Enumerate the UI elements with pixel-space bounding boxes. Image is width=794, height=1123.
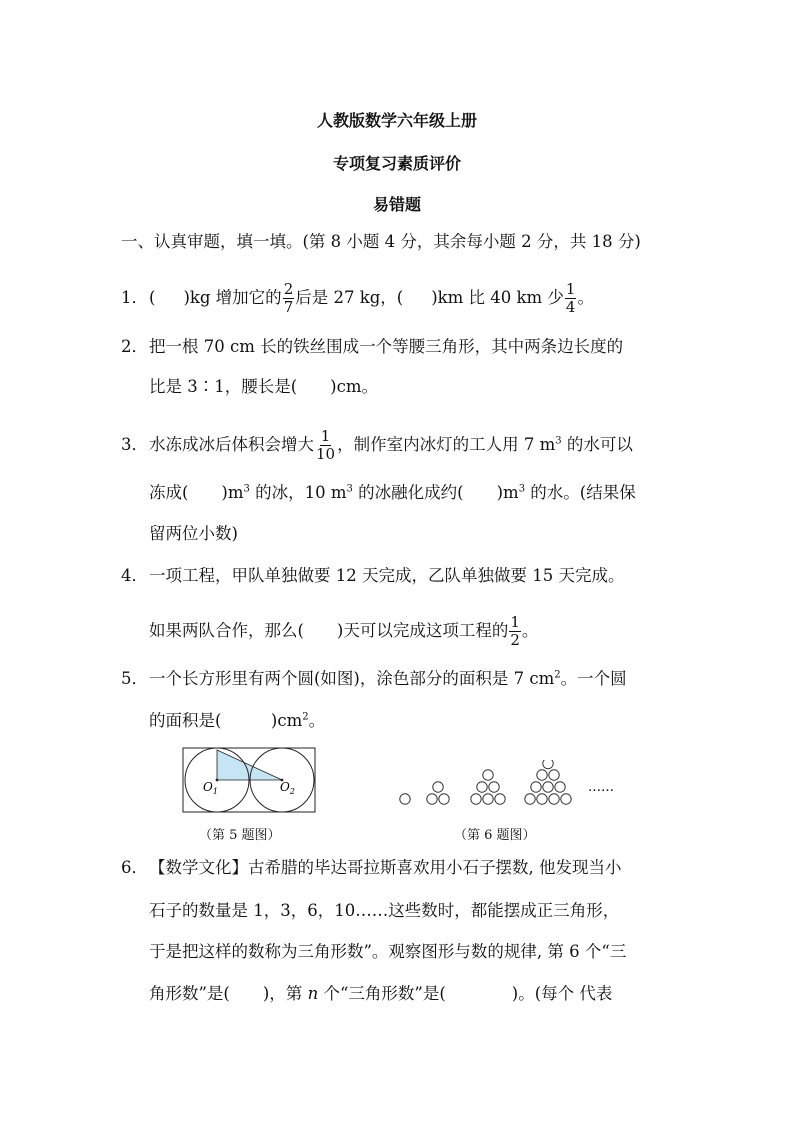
label-o1: $O_1$ <box>203 780 218 796</box>
fraction: $\frac{1}{10}$ <box>316 427 336 463</box>
stone-pattern-10 <box>525 760 571 804</box>
figure-6-diagram <box>390 760 630 812</box>
question-2: 2．把一根 70 cm 长的铁丝围成一个等腰三角形，其中两条边长度的 <box>121 337 624 356</box>
question-4-line-2[interactable]: 如果两队合作，那么( )天可以完成这项工程的 $\frac{1}{2}$ 。 <box>149 613 539 649</box>
fraction: $\frac{1}{4}$ <box>565 280 576 316</box>
center-point-o1 <box>216 779 219 782</box>
question-6: 6．【数学文化】古希腊的毕达哥拉斯喜欢用小石子摆数, 他发现当小 <box>121 858 622 877</box>
figure-5-diagram <box>180 745 322 817</box>
figure-6-caption: （第 6 题图） <box>454 828 536 843</box>
shaded-triangle <box>217 750 282 780</box>
question-5-line-2[interactable]: 的面积是( )$cm^2$。 <box>149 711 326 730</box>
question-3-line-2[interactable]: 冻成( )$m^3$ 的冰，10 $m^3$ 的冰融化成约( )$m^3$ 的水。(结果保 <box>149 483 636 502</box>
question-6-line-4[interactable]: 角形数”是( )，第 n 个“三角形数”是( )。(每个 代表 <box>149 984 613 1003</box>
question-1: 1．( )kg 增加它的 $\frac{2}{7}$ 后是 27 kg，( )km 比 40 km 少 $\frac{1}{4}$ 。 <box>121 280 594 316</box>
textbook-title: 人教版数学六年级上册 <box>316 111 477 130</box>
stone-pattern-1 <box>400 794 410 804</box>
question-4: 4．一项工程，甲队单独做要 12 天完成，乙队单独做要 15 天完成。 <box>121 566 625 585</box>
question-2-line-2[interactable]: 比是 3∶1，腰长是( )cm。 <box>149 377 379 396</box>
question-number: 3． <box>121 435 148 454</box>
question-3-line-3: 留两位小数) <box>149 524 238 543</box>
question-3: 3．水冻成冰后体积会增大 $\frac{1}{10}$ ，制作室内冰灯的工人用 7 $m^3$ 的水可以 <box>121 427 633 463</box>
fraction: $\frac{2}{7}$ <box>283 280 294 316</box>
question-number: 6． <box>121 858 148 877</box>
question-number: 5． <box>121 669 148 688</box>
fraction: $\frac{1}{2}$ <box>510 613 520 649</box>
question-number: 1． <box>121 288 148 307</box>
question-number: 2． <box>121 337 148 356</box>
question-number: 4． <box>121 566 148 585</box>
section-topic-title: 易错题 <box>372 195 421 214</box>
question-5: 5．一个长方形里有两个圆(如图)，涂色部分的面积是 7 $cm^2$。一个圆 <box>121 669 627 688</box>
stone-pattern-6 <box>471 770 505 804</box>
question-6-line-3: 于是把这样的数称为三角形数”。观察图形与数的规律, 第 6 个“三 <box>149 942 627 961</box>
stone-pattern-3 <box>427 782 449 804</box>
section-heading: 一、认真审题，填一填。(第 8 小题 4 分，其余每小题 2 分，共 18 分) <box>121 232 641 251</box>
continuation-dots: …… <box>588 780 614 795</box>
question-6-line-2: 石子的数量是 1，3，6，10……这些数时，都能摆成正三角形， <box>149 901 620 920</box>
label-o2: $O_2$ <box>280 780 295 796</box>
review-title: 专项复习素质评价 <box>332 154 461 173</box>
figure-5-caption: （第 5 题图） <box>199 828 281 843</box>
